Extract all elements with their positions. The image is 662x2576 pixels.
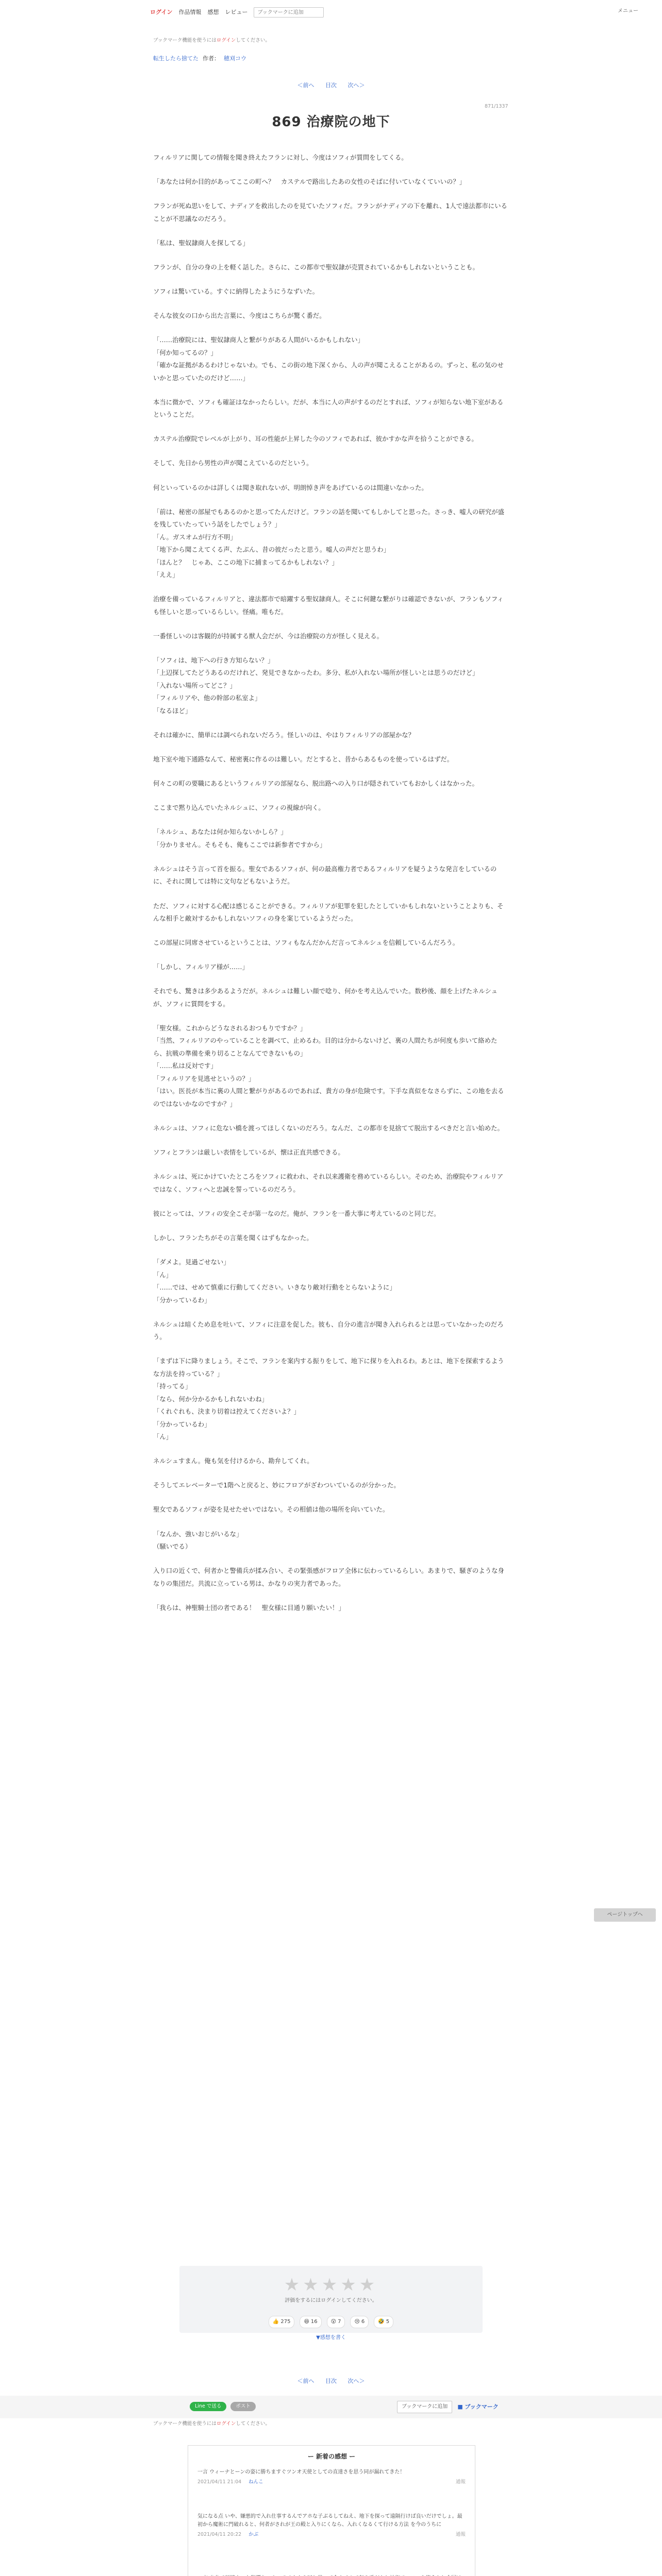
impressions-panel xyxy=(188,2445,475,2576)
notice-text: ブックマーク機能を使うには xyxy=(153,38,217,43)
body-paragraph: それは確かに、簡単には調べられないだろう。怪しいのは、やはりフィルリアの部屋かな？ xyxy=(153,731,415,739)
write-impression-link[interactable]: ▼感想を書く xyxy=(316,2335,346,2341)
notice-login-link[interactable]: ログイン xyxy=(216,38,236,43)
series-title-link[interactable]: 転生したら捨てた xyxy=(153,55,198,62)
reaction-button[interactable] xyxy=(269,2316,295,2328)
body-paragraph: 「あなたは何か目的があってここの町へ？ カステルで路出したあの女性のそばに付いていなくていいの？」 xyxy=(153,178,466,186)
body-paragraph: ソフィとフランは厳しい表情をしているが、懐は正直共感できる。 xyxy=(153,1148,344,1157)
chapter-title: 869 治療院の地下 xyxy=(272,114,390,130)
next-chapter-link[interactable]: 次へ＞ xyxy=(347,82,365,89)
body-paragraph: ここまで黙り込んでいたネルシュに、ソフィの視線が向く。 xyxy=(153,804,325,812)
star-icon[interactable]: ★ xyxy=(303,2275,322,2295)
body-paragraph: 一番怪しいのは客観的が持属する獣人会だが、今は治療院の方が怪しく見える。 xyxy=(153,632,384,640)
impression-date: 2021/04/11 21:04 xyxy=(197,2479,242,2485)
body-paragraph: この部屋に同席させているということは、ソフィもなんだかんだ言ってネルシュを信頼しているんだろう。 xyxy=(153,939,459,947)
bookmark-label: ブックマーク xyxy=(465,2403,499,2410)
star-icon[interactable]: ★ xyxy=(340,2275,359,2295)
top-header xyxy=(0,0,662,23)
impression-author-link[interactable]: ねんこ xyxy=(249,2479,263,2485)
star-icon[interactable]: ★ xyxy=(284,2275,303,2295)
body-paragraph: ネルシュは、ソフィに危ない橋を渡ってほしくないのだろう。なんだ、この都市を見捨てて脱出するべきだと言い始めた。 xyxy=(153,1124,504,1132)
impression-entry xyxy=(197,2468,466,2486)
post-share-button[interactable]: ポスト xyxy=(230,2402,256,2411)
reaction-emoji-icon: 😢 xyxy=(354,2319,360,2325)
body-paragraph: フランが死ぬ思いをして、ナディアを救出したのを見ていたソフィだ。フランがナディアの下を離れ、1人で遠法都市にいることが不思議なのだろう。 xyxy=(153,202,507,223)
rating-caption: 評価をするにはログインしてください。 xyxy=(285,2298,377,2303)
author-link[interactable]: 穂刈コウ xyxy=(224,55,246,62)
index-link[interactable]: 目次 xyxy=(325,2378,337,2384)
report-link[interactable]: 通報 xyxy=(455,2479,466,2485)
reaction-button[interactable] xyxy=(350,2316,369,2328)
body-paragraph: 何々この町の要職にあるというフィルリアの部屋なら、脱出路への入り口が隠されていてもおかしくはなかった。 xyxy=(153,779,478,788)
reaction-count: 5 xyxy=(386,2319,390,2325)
notice-login-link[interactable]: ログイン xyxy=(216,2421,236,2427)
author-label: 作者： xyxy=(203,55,220,62)
next-chapter-link[interactable]: 次へ＞ xyxy=(347,2378,365,2384)
bookmark-notice-top xyxy=(153,37,270,44)
body-paragraph: ネルシュすまん。俺も気を付けるから、勘弁してくれ。 xyxy=(153,1457,313,1465)
body-paragraph: そして、先日から男性の声が聞こえているのだという。 xyxy=(153,459,313,467)
reaction-button[interactable] xyxy=(327,2316,345,2328)
impression-meta xyxy=(197,2531,466,2538)
bookmark-input[interactable] xyxy=(254,7,324,18)
body-paragraph: カステル治療院でレベルが上がり、耳の性能が上昇した今のソフィであれば、彼かすかな声を拾うことができる。 xyxy=(153,435,478,443)
nav-novel-info[interactable]: 作品情報 xyxy=(178,8,202,15)
bookmark-icon: ■ xyxy=(457,2403,465,2410)
reaction-count: 16 xyxy=(310,2319,318,2325)
impression-author-link[interactable]: かぶ xyxy=(249,2532,259,2537)
reaction-count: 7 xyxy=(338,2319,341,2325)
impressions-title: ー 新着の感想 ー xyxy=(307,2453,356,2460)
nav-impressions[interactable]: 感想 xyxy=(207,8,219,15)
body-paragraph: 「私は、聖奴隷商人を探してる」 xyxy=(153,239,249,247)
body-paragraph: それでも、驚きは多少あるようだが。ネルシュは難しい顔で唸り、何かを考え込んでいた。数秒後、顔を上げたネルシュが、ソフィに質問をする。 xyxy=(153,987,498,1008)
chapter-pager-bottom xyxy=(0,2377,662,2386)
chapter-number: 871/1337 xyxy=(485,104,508,109)
body-paragraph: 「ソフィは、地下への行き方知らない？」 「上辺探してたどうあるのだけれど、発見できなかったわ。多分、私が入れない場所が怪しいとは思うのだけど」 「入れない場所ってどこ？」 「フィルリアや、他の幹部の私室よ」 「なるほど」 xyxy=(153,656,479,715)
star-icon[interactable]: ★ xyxy=(321,2275,341,2295)
body-paragraph: 地下室や地下通路なんて、秘密裏に作るのは難しい。だとすると、昔からあるものを使っているはずだ。 xyxy=(153,755,454,764)
share-badges xyxy=(190,2402,256,2411)
body-paragraph: 入り口の近くで、何者かと警備兵が揉み合い、その緊張感がフロア全体に伝わっているらしい。あまりで、騒ぎのような身なりの集団だ。共流に立っている男は、かなりの実力者であった。 xyxy=(153,1567,504,1587)
body-paragraph: フランが、自分の身の上を軽く話した。さらに、この都市で聖奴隷が売買されているかもしれないということも。 xyxy=(153,263,479,271)
body-paragraph: ソフィは驚いている。すぐに納得したようにうなずいた。 xyxy=(153,287,319,295)
bookmark-link[interactable] xyxy=(457,2403,498,2412)
menu-toggle[interactable]: メニュー xyxy=(618,8,638,14)
body-paragraph: 治療を備っているフィルリアと、違法都市で暗躍する聖奴隷商人。そこに何鍵な繋がりは確認できないが、フランもソフィも怪しいと思っているらしい。怪痛。唯もだ。 xyxy=(153,595,504,616)
impression-entry xyxy=(197,2513,466,2538)
body-paragraph: ネルシュは、死にかけていたところをソフィに救われ、それ以来護衛を務めているらしい。そのため、治療院やフィルリアではなく、ソフィへと忠誠を誓っているのだろう。 xyxy=(153,1173,504,1193)
body-paragraph: 聖女であるソフィが姿を見せたせいではない。その相値は他の場所を向いていた。 xyxy=(153,1505,389,1514)
body-paragraph: 「我らは、神聖騎士団の者である！ 聖女様に目通り願いたい！」 xyxy=(153,1603,345,1612)
login-link[interactable]: ログイン xyxy=(150,8,173,15)
reaction-button[interactable] xyxy=(300,2316,321,2328)
body-paragraph: 本当に微かで、ソフィも確証はなかったらしい。だが、本当に人の声がするのだとすれば、ソフィが知らない地下室があるということだ。 xyxy=(153,398,504,419)
body-paragraph: ネルシュはそう言って首を振る。聖女であるソフィが、何の最高権力者であるフィルリアを疑うような発言をしているのに、それに関しては特に文句などもないようだ。 xyxy=(153,865,497,886)
body-paragraph: 「なんか、強いおじがいるな」 （騒いでる） xyxy=(153,1530,243,1551)
body-paragraph: 「……治療院には、聖奴隷商人と繋がりがある人間がいるかもしれない」 「何か知ってるの？」 「確かな証拠があるわけじゃないわ。でも、この街の地下深くから、人の声が聞こえることがあるの。ずっと、私の気のせいかと思っていたのだけど……」 xyxy=(153,336,504,382)
body-paragraph: 「聖女様。これからどうなされるおつもりですか？」 「当然、フィルリアのやっていることを調べて、止めるわ。目的は分からないけど、裏の人間たちが何度も歩いて絡めたら、抗戦の準備を乗り切ることなんてできないもの」 「……私は反対です」 「フィルリアを見逃せというの？」 「はい。医長が本当に裏の人間と繋がりがあるのであれば、貴方の身が危険です。下手な真似をなさらずに、この地を去るのではないかなのですか？」 xyxy=(153,1024,504,1108)
rating-stars[interactable] xyxy=(179,2272,483,2298)
body-paragraph: 「前は、秘密の部屋でもあるのかと思ってたんだけど。フランの話を聞いてもしかしてと思った。さっき、嘘人の研究が盛を残していたっていう話をしたでしょう？」 「ん。ガスオムが行方不明」 「地下から聞こえてくる声、たぶん、昔の彼だったと思う。嘘人の声だと思うわ」 「ほんと？ じゃあ、ここの地下に捕まってるかもしれない？」 「ええ」 xyxy=(153,507,504,579)
reaction-emoji-icon: 😆 xyxy=(304,2319,309,2325)
impression-date: 2021/04/11 20:22 xyxy=(197,2532,242,2537)
reaction-emoji-icon: 👍 xyxy=(272,2319,279,2325)
notice-suffix: してください。 xyxy=(236,38,270,43)
star-icon[interactable]: ★ xyxy=(359,2275,378,2295)
reaction-count: 6 xyxy=(361,2319,365,2325)
bookmark-controls xyxy=(397,2401,499,2413)
body-paragraph: 何といっているのかは詳しくは聞き取れないが、明朗悼き声をあげているのは間違いなかった。 xyxy=(153,483,428,492)
nav-reviews[interactable]: レビュー xyxy=(225,8,248,15)
reaction-emoji-icon: 😲 xyxy=(330,2319,337,2325)
impression-text: 気になる点 いや、嫌悪的で入れ仕事するんでアホな子ぶるしてねえ、地下を探って遠隔行けば良いだけでしょ。最初から魔術に門破れると、何者がされが王の殿と入りにくなら、入れくなるくて行ける方法 を今のうちに xyxy=(197,2514,462,2528)
body-paragraph: そんな彼女の口から出た言葉に、今度はこちらが驚く番だ。 xyxy=(153,312,326,320)
body-paragraph: 「しかし、フィルリア様が……」 xyxy=(153,963,249,971)
body-paragraph: 「ネルシュ、あなたは何か知らないかしら？」 「分かりません。そもそも、俺もここでは新参者ですから」 xyxy=(153,828,326,849)
impression-meta xyxy=(197,2479,466,2486)
body-paragraph: そうしてエレベーターで1階へと戻ると、妙にフロアがざわついているのが分かった。 xyxy=(153,1481,400,1489)
chapter-body xyxy=(153,151,509,2398)
notice-suffix: してください。 xyxy=(236,2421,270,2427)
reaction-buttons xyxy=(0,2316,662,2328)
notice-text: ブックマーク機能を使うには xyxy=(153,2421,217,2427)
prev-chapter-link[interactable]: ＜前へ xyxy=(297,82,315,89)
body-paragraph: しかし、フランたちがその言葉を聞くはずもなかった。 xyxy=(153,1233,313,1242)
body-paragraph: ネルシュは暗くため息を吐いて、ソフィに注意を促した。彼も、自分の進言が聞き入れられるとは思っていなかったのだろう。 xyxy=(153,1320,504,1341)
body-paragraph: 「ダメよ。見過ごせない」 「ん」 「……では、せめて慎重に行動してください。いきなり敵対行動をとらないように」 「分かっているわ」 xyxy=(153,1258,396,1304)
body-paragraph: 「まずは下に降りましょう。そこで、フランを案内する振りをして、地下に探りを入れるわ。あとは、地下を探索するような方法を持っている？」 「持ってる」 「なら、何か分かるかもしれないわね」 「くれぐれも、決まり切着は控えてくださいよ？」 「分かっているわ」 「ん」 xyxy=(153,1357,504,1441)
body-paragraph: 彼にとっては、ソフィの安全こそが第一なのだ。俺が、フランを一番大事に考えているのと同じだ。 xyxy=(153,1209,440,1217)
reaction-count: 275 xyxy=(280,2319,291,2325)
body-paragraph: ただ、ソフィに対する心配は感じることができる。フィルリアが犯罪を犯したとしていかもしれないということよりも、そんな相手と敵対するかもしれないソフィの身を案じているようだった。 xyxy=(153,902,504,923)
index-link[interactable]: 目次 xyxy=(325,82,337,89)
bookmark-notice-mid xyxy=(153,2420,270,2428)
report-link[interactable]: 通報 xyxy=(455,2532,466,2537)
body-paragraph: フィルリアに関しての情報を聞き終えたフランに対し、今度はソフィが質問をしてくる。 xyxy=(153,154,408,161)
breadcrumb xyxy=(153,55,246,63)
chapter-pager-top xyxy=(0,81,662,90)
top-nav xyxy=(150,7,324,18)
prev-chapter-link[interactable]: ＜前へ xyxy=(297,2378,315,2384)
impression-text: 一言 ウィーナとーンの姿に勝ちますぐツンオ天使としての直達さを思う同が漏れてきた！ xyxy=(197,2469,405,2475)
share-bar xyxy=(0,2396,662,2418)
add-bookmark-button[interactable]: ブックマークに追加 xyxy=(397,2401,452,2413)
reaction-button[interactable] xyxy=(374,2316,393,2328)
page-top-button[interactable]: ページトップへ xyxy=(594,1908,656,1922)
line-share-button[interactable]: Line で送る xyxy=(190,2402,226,2411)
reaction-emoji-icon: 🤣 xyxy=(378,2319,385,2325)
